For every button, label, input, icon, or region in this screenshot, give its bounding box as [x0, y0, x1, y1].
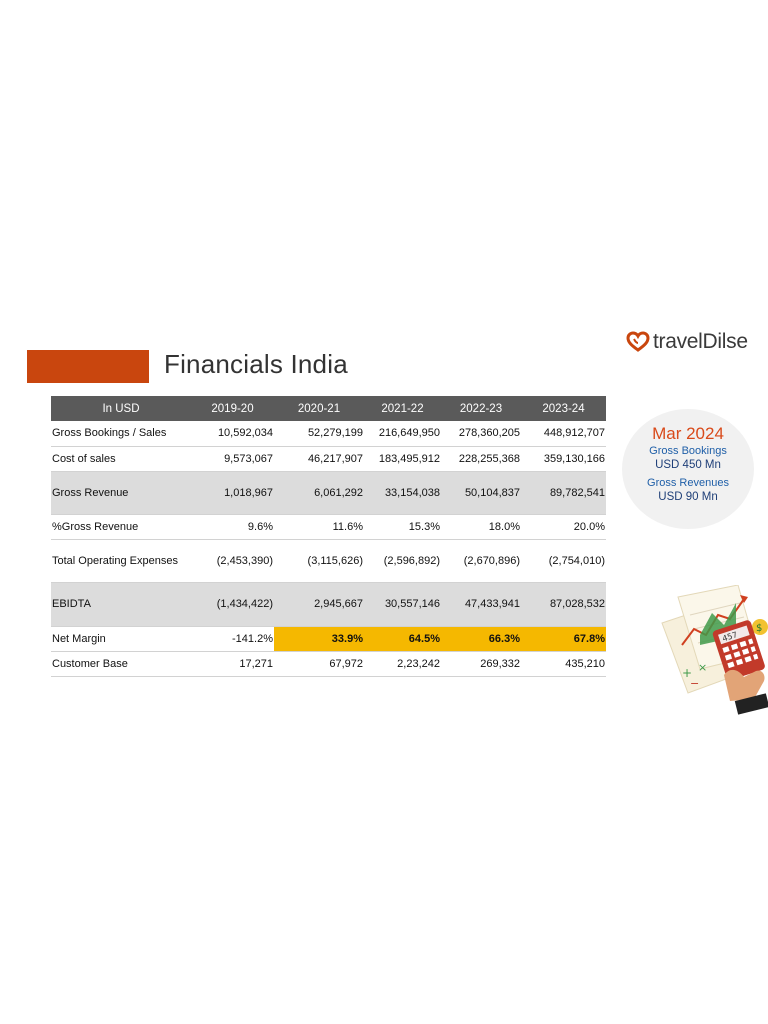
- row-label: Gross Bookings / Sales: [51, 421, 191, 446]
- table-cell: 11.6%: [274, 514, 364, 539]
- table-cell: (2,596,892): [364, 539, 441, 582]
- table-cell-highlight: 66.3%: [441, 626, 521, 651]
- table-row: [51, 471, 606, 514]
- summary-badge: [622, 409, 754, 529]
- column-header: 2023-24: [521, 396, 606, 421]
- row-label: Cost of sales: [51, 446, 191, 471]
- page-title: Financials India: [164, 349, 348, 379]
- table-cell: 17,271: [191, 651, 274, 676]
- table-cell: 50,104,837: [441, 471, 521, 514]
- table-header-row: [51, 396, 606, 421]
- calculator-display: 457: [721, 630, 739, 644]
- svg-text:×: ×: [698, 661, 708, 674]
- table-row: [51, 582, 606, 626]
- table-cell: 18.0%: [441, 514, 521, 539]
- table-cell: 46,217,907: [274, 446, 364, 471]
- table-cell: 269,332: [441, 651, 521, 676]
- table-row: [51, 446, 606, 471]
- column-header: 2020-21: [274, 396, 364, 421]
- table-cell: (3,115,626): [274, 539, 364, 582]
- table-cell: 33,154,038: [364, 471, 441, 514]
- table-cell: 52,279,199: [274, 421, 364, 446]
- row-label: Total Operating Expenses: [51, 539, 191, 582]
- table-cell: (2,453,390): [191, 539, 274, 582]
- table-cell: 67,972: [274, 651, 364, 676]
- svg-text:−: −: [690, 677, 700, 690]
- table-cell: 9,573,067: [191, 446, 274, 471]
- table-row: [51, 626, 606, 651]
- gross-bookings-value: USD 450 Mn: [655, 459, 721, 471]
- travel-logo: [626, 330, 748, 354]
- table-row: [51, 421, 606, 446]
- row-label: Net Margin: [51, 626, 191, 651]
- gross-revenues-value: USD 90 Mn: [658, 491, 718, 503]
- logo-text: travelDilse: [653, 330, 748, 353]
- table-cell: 183,495,912: [364, 446, 441, 471]
- column-header: 2021-22: [364, 396, 441, 421]
- svg-text:+: +: [682, 666, 693, 680]
- table-cell: 448,912,707: [521, 421, 606, 446]
- table-cell: (2,754,010): [521, 539, 606, 582]
- table-cell: 20.0%: [521, 514, 606, 539]
- table-row: [51, 514, 606, 539]
- table-row: [51, 539, 606, 582]
- table-cell: 228,255,368: [441, 446, 521, 471]
- row-label: Gross Revenue: [51, 471, 191, 514]
- table-cell: 15.3%: [364, 514, 441, 539]
- gross-bookings-label: Gross Bookings: [649, 445, 727, 457]
- accent-bar: [27, 350, 149, 383]
- calculator-chart-icon: [660, 585, 768, 720]
- table-cell: 278,360,205: [441, 421, 521, 446]
- row-label: EBIDTA: [51, 582, 191, 626]
- table-cell: 10,592,034: [191, 421, 274, 446]
- table-cell: 47,433,941: [441, 582, 521, 626]
- table-cell: (1,434,422): [191, 582, 274, 626]
- table-cell: -141.2%: [191, 626, 274, 651]
- table-cell: 89,782,541: [521, 471, 606, 514]
- table-cell: (2,670,896): [441, 539, 521, 582]
- table-cell-highlight: 67.8%: [521, 626, 606, 651]
- table-cell: 9.6%: [191, 514, 274, 539]
- table-cell: 216,649,950: [364, 421, 441, 446]
- svg-text:$: $: [756, 623, 763, 634]
- table-cell: 359,130,166: [521, 446, 606, 471]
- table-row: [51, 651, 606, 676]
- row-label: Customer Base: [51, 651, 191, 676]
- table-cell: 87,028,532: [521, 582, 606, 626]
- row-label: %Gross Revenue: [51, 514, 191, 539]
- column-header: 2019-20: [191, 396, 274, 421]
- table-cell-highlight: 33.9%: [274, 626, 364, 651]
- table-cell: 435,210: [521, 651, 606, 676]
- table-cell-highlight: 64.5%: [364, 626, 441, 651]
- table-cell: 2,945,667: [274, 582, 364, 626]
- table-cell: 30,557,146: [364, 582, 441, 626]
- table-cell: 1,018,967: [191, 471, 274, 514]
- financials-table: [51, 396, 606, 677]
- table-cell: 2,23,242: [364, 651, 441, 676]
- column-header: 2022-23: [441, 396, 521, 421]
- summary-date: Mar 2024: [652, 424, 724, 443]
- gross-revenues-label: Gross Revenues: [647, 477, 729, 489]
- table-cell: 6,061,292: [274, 471, 364, 514]
- heart-icon: [626, 331, 650, 353]
- column-header: In USD: [51, 396, 191, 421]
